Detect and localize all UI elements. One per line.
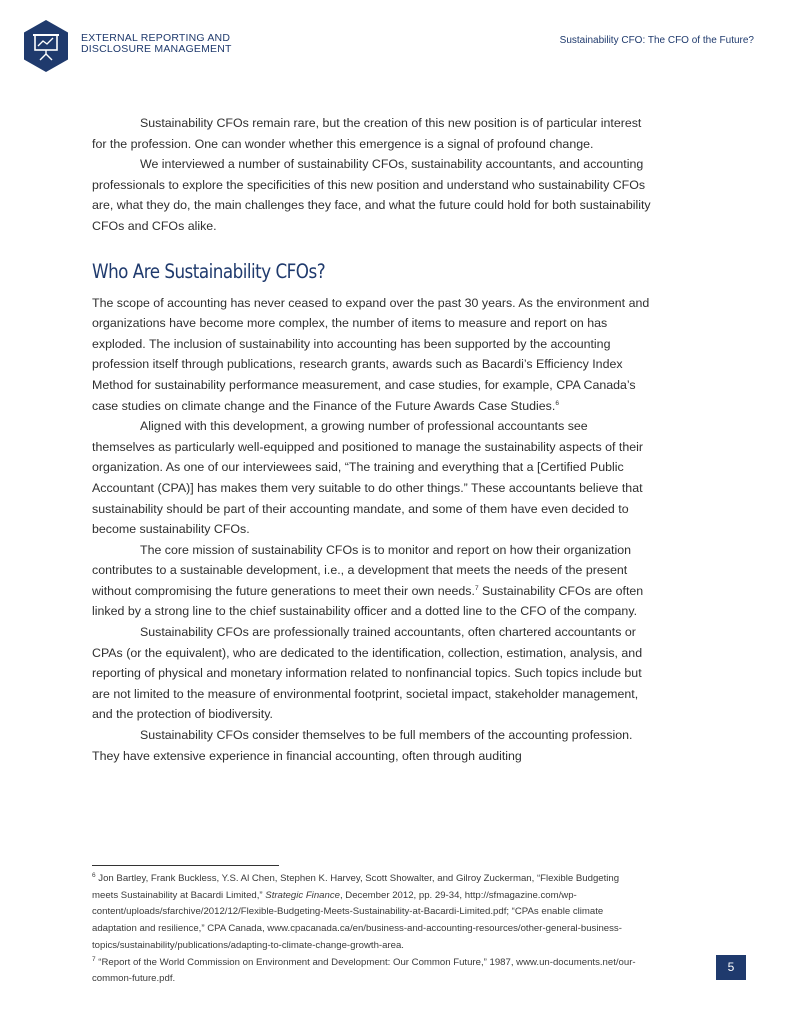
footnote-6-journal: Strategic Finance (265, 889, 340, 901)
header-brand (81, 33, 232, 55)
brand-line-2: DISCLOSURE MANAGEMENT (81, 43, 232, 55)
presentation-board-icon (22, 19, 70, 73)
section-paragraph-2: Aligned with this development, a growing number of professional accountants see themselves as particularly well-equipped and positioned to manage the sustainability aspects of their organization. As one of our interviewees said, “The training and everything that a [Certified Public Accountant (CPA)] has makes them very suitable to do other things.” These accountants believe that sustainability should be part of their accounting mandate, and some of them have even decided to become sustainability CFOs. (92, 419, 644, 537)
section-paragraph-1 (92, 293, 652, 417)
section-paragraph-3 (92, 540, 652, 622)
page-number: 5 (716, 955, 746, 980)
main-content (92, 113, 652, 766)
footnote-divider (92, 865, 279, 866)
footnote-6-text: Jon Bartley, Frank Buckless, Y.S. Al Chen, Stephen K. Harvey, Scott Showalter, and Gilroy Zuckerman, “Flexible Budgeting meets Sustainability at Bacardi Limited,” (92, 873, 620, 901)
footnote-ref-7[interactable]: 7 (474, 584, 479, 592)
footnote-number-7: 7 (92, 955, 96, 963)
footnote-6 (92, 871, 644, 955)
paragraph-text: The scope of accounting has never ceased to expand over the past 30 years. As the environment and organizations have become more complex, the number of items to measure and report on has exploded. The inclusion of sustainability into accounting has been supported by the accounting profession itself through publications, research grants, awards such as Bacardi’s Efficiency Index Method for sustainability performance measurement, and case studies, for example, CPA Canada’s case studies on climate change and the Finance of the Future Awards Case Studies. (92, 295, 650, 413)
paragraph-text: The core mission of sustainability CFOs is to monitor and report on how their organization contributes to a sustainable development, i.e., a development that meets the needs of the present without compromising the future generations to meet their own needs. (92, 542, 632, 598)
footnote-ref-6[interactable]: 6 (555, 399, 559, 407)
brand-line-1: EXTERNAL REPORTING AND (81, 32, 231, 44)
intro-paragraph-1: Sustainability CFOs remain rare, but the creation of this new position is of particular interest for the profession. One can wonder whether this emergence is a signal of profound change. (92, 116, 642, 151)
footnote-number-6: 6 (92, 871, 96, 879)
footnote-7 (92, 955, 644, 988)
section-paragraph-4: Sustainability CFOs are professionally trained accountants, often chartered accountants or CPAs (or the equivalent), who are dedicated to the identification, collection, estimation, analysis, and reporting of physical and monetary information related to nonfinancial topics. Such topics include but are not limited to the measure of environmental footprint, societal impact, stakeholder management, and the protection of biodiversity. (92, 625, 643, 722)
document-title: Sustainability CFO: The CFO of the Future? (559, 35, 754, 46)
footnotes (92, 871, 644, 988)
footnote-6-text-continued: , December 2012, pp. 29-34, http://sfmagazine.com/wp-content/uploads/sfarchive/2012/12/Flexible-Budgeting-Meets-Sustainability-at-Bacardi-Limited.pdf; “CPAs enable climate adaptation and resilience,” CPA Canada, www.cpacanada.ca/en/business-and-accounting-resources/other-general-business-topics/sustainability/publications/adapting-to-climate-change-growth-area. (92, 889, 622, 951)
section-heading: Who Are Sustainability CFOs? (92, 259, 326, 283)
footnote-7-text: “Report of the World Commission on Environment and Development: Our Common Future,” 1987, www.un-documents.net/our-common-future.pdf. (92, 956, 636, 985)
intro-paragraph-2: We interviewed a number of sustainability CFOs, sustainability accountants, and accounting professionals to explore the specificities of this new position and understand who sustainability CFOs are, what they do, the main challenges they face, and what the future could hold for both sustainability CFOs and CFOs alike. (92, 157, 651, 233)
paragraph-text-continued: Sustainability CFOs are often linked by a strong line to the chief sustainability officer and a dotted line to the CFO of the company. (92, 583, 644, 619)
section-paragraph-5: Sustainability CFOs consider themselves to be full members of the accounting profession. They have extensive experience in financial accounting, often through auditing (92, 728, 633, 763)
